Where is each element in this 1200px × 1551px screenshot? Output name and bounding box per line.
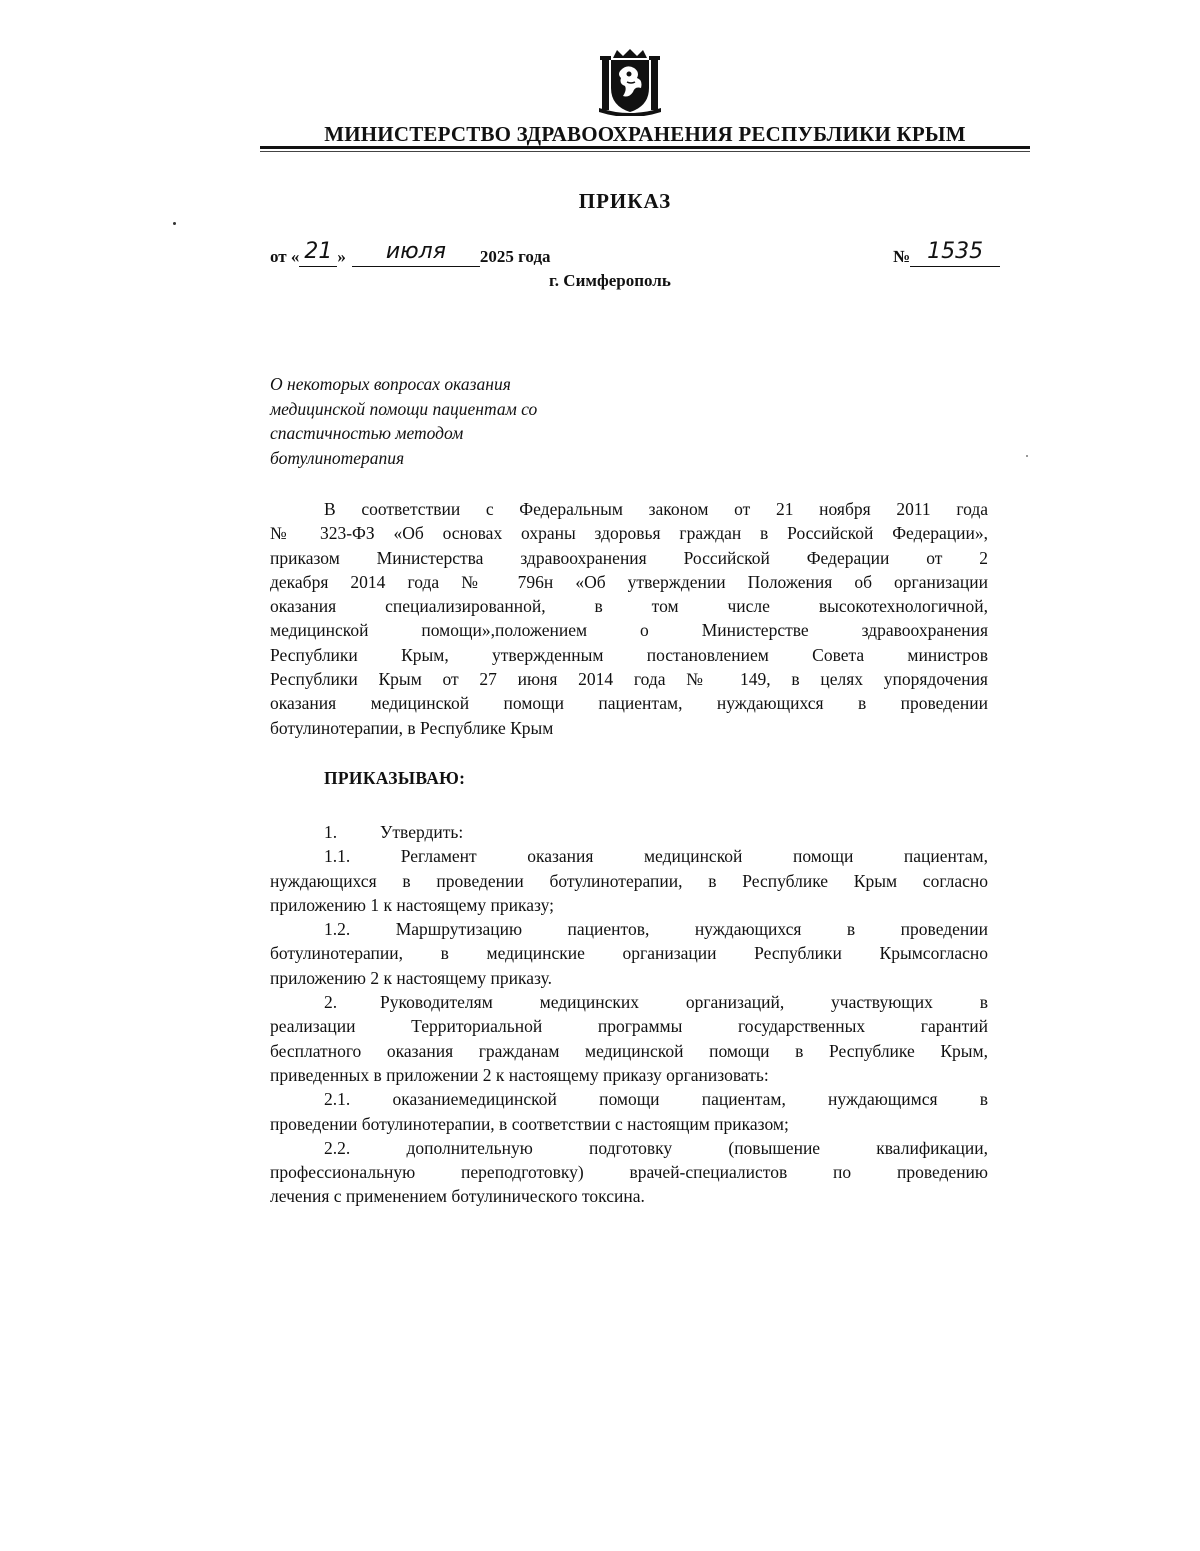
preamble-line: оказания медицинской помощи пациентам, нуждающихся в проведении bbox=[270, 693, 988, 714]
preamble-line: приказом Министерства здравоохранения Российской Федерации от 2 bbox=[270, 547, 988, 568]
preamble-line: № 323-ФЗ «Об основах охраны здоровья граждан в Российской Федерации», bbox=[270, 523, 988, 544]
preamble bbox=[270, 497, 988, 740]
date-month-field bbox=[352, 239, 480, 267]
order-directive: ПРИКАЗЫВАЮ: bbox=[324, 768, 466, 788]
document-title: ПРИКАЗ bbox=[578, 189, 672, 213]
order-number: 1535 bbox=[927, 239, 984, 264]
preamble-line: медицинской помощи»,положением о Министерстве здравоохранения bbox=[270, 620, 988, 641]
item-2-line: Руководителям медицинских организаций, участвующих в bbox=[380, 992, 988, 1013]
preamble-line: Республики Крым, утвержденным постановлением Совета министров bbox=[270, 644, 988, 665]
date-day: 21 bbox=[304, 239, 333, 264]
item-2-line: реализации Территориальной программы государственных гарантий bbox=[270, 1016, 988, 1037]
order-number-label: № bbox=[893, 247, 911, 266]
item-2-line: приведенных в приложении 2 к настоящему приказу организовать: bbox=[270, 1064, 769, 1085]
date-mid: » bbox=[337, 247, 346, 266]
item-1-2-line: ботулинотерапии, в медицинские организации Республики Крымсогласно bbox=[270, 943, 988, 964]
item-1-1-line: приложению 1 к настоящему приказу; bbox=[270, 894, 554, 915]
preamble-line: оказания специализированной, в том числе высокотехнологичной, bbox=[270, 596, 988, 617]
item-1-1-line: нуждающихся в проведении ботулинотерапии, в Республике Крым согласно bbox=[270, 870, 988, 891]
date-prefix: от « bbox=[270, 247, 300, 266]
order-items bbox=[270, 820, 988, 1209]
order-number-field bbox=[910, 239, 1000, 267]
item-2-number: 2. bbox=[324, 992, 338, 1013]
item-2-1-line: проведении ботулинотерапии, в соответствии с настоящим приказом; bbox=[270, 1113, 789, 1134]
item-1-2-line: приложению 2 к настоящему приказу. bbox=[270, 967, 552, 988]
item-1-2-line: 1.2. Маршрутизацию пациентов, нуждающихся в проведении bbox=[324, 919, 988, 940]
preamble-line: декабря 2014 года № 796н «Об утверждении Положения об организации bbox=[270, 571, 988, 592]
item-2-1-line: 2.1. оказаниемедицинской помощи пациентам, нуждающимся в bbox=[324, 1089, 988, 1110]
header-rule-thin bbox=[260, 151, 1030, 152]
item-1-1-line: 1.1. Регламент оказания медицинской помощи пациентам, bbox=[324, 846, 988, 867]
crimea-coat-of-arms-icon bbox=[597, 48, 663, 116]
order-subject bbox=[270, 372, 537, 470]
date-year: 2025 года bbox=[479, 247, 551, 266]
header-rule bbox=[260, 146, 1030, 149]
item-1 bbox=[270, 820, 988, 844]
item-2-2-line: профессиональную переподготовку) врачей-специалистов по проведению bbox=[270, 1162, 988, 1183]
scan-speck bbox=[173, 222, 176, 225]
item-2-2-line: лечения с применением ботулинического токсина. bbox=[270, 1186, 645, 1207]
ministry-name: МИНИСТЕРСТВО ЗДРАВООХРАНЕНИЯ РЕСПУБЛИКИ КРЫМ bbox=[324, 122, 966, 146]
preamble-line: В соответствии с Федеральным законом от 21 ноября 2011 года bbox=[324, 499, 988, 519]
item-1-number: 1. bbox=[324, 822, 338, 842]
preamble-line: Республики Крым от 27 июня 2014 года № 149, в целях упорядочения bbox=[270, 669, 988, 690]
subject-line: О некоторых вопросах оказания bbox=[270, 374, 511, 394]
item-2-2-line: 2.2. дополнительную подготовку (повышение квалификации, bbox=[324, 1137, 988, 1158]
subject-line: медицинской помощи пациентам со bbox=[270, 398, 538, 419]
order-number-line bbox=[893, 239, 1000, 269]
subject-line: ботулинотерапия bbox=[270, 447, 405, 468]
item-1-text: Утвердить: bbox=[380, 822, 464, 842]
date-day-field bbox=[299, 239, 337, 267]
subject-line: спастичностью методом bbox=[270, 423, 464, 443]
date-month: июля bbox=[385, 239, 446, 264]
preamble-line: ботулинотерапии, в Республике Крым bbox=[270, 717, 554, 738]
item-2-line: бесплатного оказания гражданам медицинской помощи в Республике Крым, bbox=[270, 1040, 988, 1061]
item-2 bbox=[270, 990, 988, 1014]
date-line bbox=[270, 239, 551, 269]
scan-speck bbox=[1026, 455, 1028, 457]
city: г. Симферополь bbox=[549, 271, 671, 290]
